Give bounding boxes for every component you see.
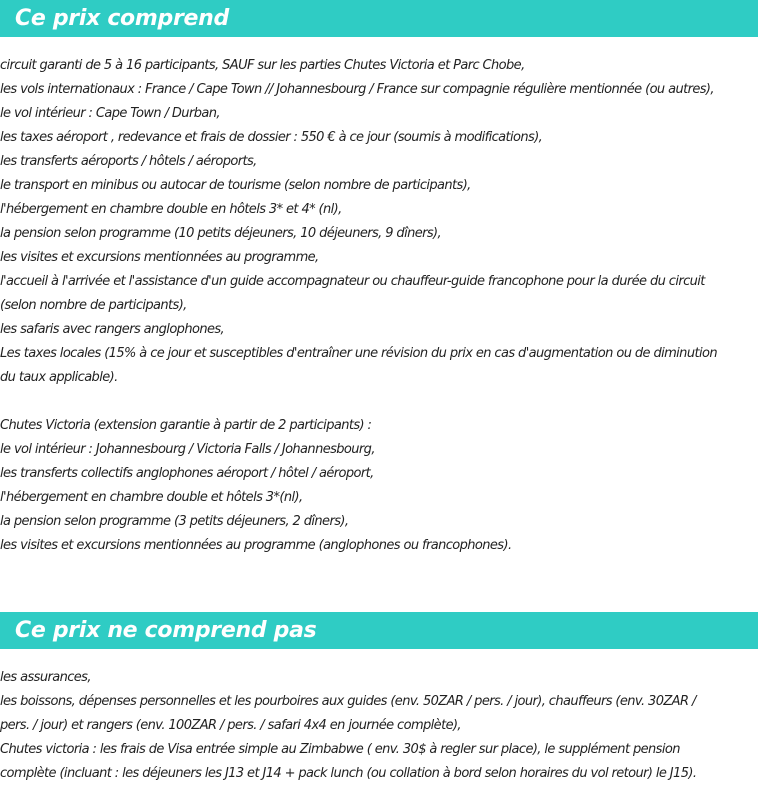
comprend-list	[0, 37, 758, 558]
list-item: du taux applicable).	[0, 370, 118, 385]
list-item: Les taxes locales (15% à ce jour et susceptibles d'entraîner une révision du prix en cas d'augmentation ou de diminution	[0, 346, 717, 361]
list-item: l'hébergement en chambre double en hôtels 3* et 4* (nl),	[0, 202, 342, 217]
list-item: la pension selon programme (3 petits déjeuners, 2 dîners),	[0, 514, 349, 529]
list-item: pers. / jour) et rangers (env. 100ZAR / pers. / safari 4x4 en journée complète),	[0, 718, 461, 733]
ne-comprend-list	[0, 649, 758, 786]
victoria-heading: Chutes Victoria (extension garantie à partir de 2 participants) :	[0, 418, 372, 433]
section-ne-comprend	[0, 612, 758, 786]
section-header-ne-comprend: Ce prix ne comprend pas	[0, 612, 758, 649]
section-header-comprend: Ce prix comprend	[0, 0, 758, 37]
list-item: les boissons, dépenses personnelles et les pourboires aux guides (env. 50ZAR / pers. / jour), chauffeurs (env. 30ZAR /	[0, 694, 696, 709]
spacer	[0, 390, 758, 414]
list-item: les transferts collectifs anglophones aéroport / hôtel / aéroport,	[0, 466, 374, 481]
list-item: le vol intérieur : Johannesbourg / Victoria Falls / Johannesbourg,	[0, 442, 375, 457]
list-item: les visites et excursions mentionnées au programme (anglophones ou francophones).	[0, 538, 512, 553]
list-item: circuit garanti de 5 à 16 participants, SAUF sur les parties Chutes Victoria et Parc Chobe,	[0, 58, 525, 73]
list-item: complète (incluant : les déjeuners les J13 et J14 + pack lunch (ou collation à bord selon horaires du vol retour) le J15).	[0, 766, 697, 781]
list-item: les safaris avec rangers anglophones,	[0, 322, 225, 337]
list-item: le transport en minibus ou autocar de tourisme (selon nombre de participants),	[0, 178, 471, 193]
list-item: les taxes aéroport , redevance et frais de dossier : 550 € à ce jour (soumis à modifications),	[0, 130, 543, 145]
list-item: le vol intérieur : Cape Town / Durban,	[0, 106, 220, 121]
list-item: les transferts aéroports / hôtels / aéroports,	[0, 154, 257, 169]
list-item: Chutes victoria : les frais de Visa entrée simple au Zimbabwe ( env. 30$ à regler sur place), le supplément pension	[0, 742, 680, 757]
list-item: les visites et excursions mentionnées au programme,	[0, 250, 319, 265]
list-item: les assurances,	[0, 670, 91, 685]
list-item: (selon nombre de participants),	[0, 298, 187, 313]
list-item: les vols internationaux : France / Cape Town // Johannesbourg / France sur compagnie régulière mentionnée (ou autres),	[0, 82, 714, 97]
list-item: la pension selon programme (10 petits déjeuners, 10 déjeuners, 9 dîners),	[0, 226, 442, 241]
list-item: l'accueil à l'arrivée et l'assistance d'un guide accompagnateur ou chauffeur-guide francophone pour la durée du circuit	[0, 274, 705, 289]
list-item: l'hébergement en chambre double et hôtels 3*(nl),	[0, 490, 303, 505]
